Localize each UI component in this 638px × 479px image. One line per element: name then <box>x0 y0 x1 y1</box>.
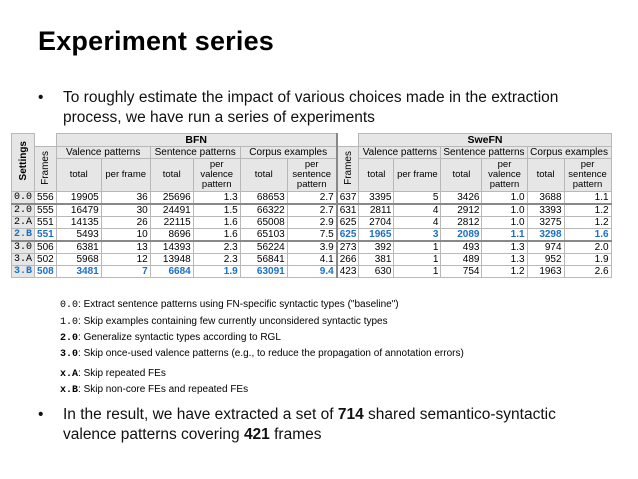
bfn-cell: 555 <box>35 204 57 217</box>
bullet-dot: • <box>38 89 44 106</box>
bfn-cell: 1.5 <box>193 204 240 217</box>
swefn-cell: 266 <box>337 254 359 266</box>
legend-text: : Generalize syntactic types according to RGL <box>78 332 281 343</box>
swefn-cell: 4 <box>394 204 441 217</box>
bfn-cell: 68653 <box>240 192 287 205</box>
bfn-cell: 2.7 <box>287 192 337 205</box>
bfn-valence-header: Valence patterns <box>56 147 150 159</box>
bfn-cell: 56224 <box>240 241 287 254</box>
swe-sentence-header: Sentence patterns <box>441 147 527 159</box>
swefn-cell: 5 <box>394 192 441 205</box>
col-total: total <box>441 159 482 192</box>
bfn-cell: 5968 <box>56 254 101 266</box>
legend-code: 3.0 <box>60 349 79 360</box>
bfn-cell: 14393 <box>150 241 193 254</box>
setting-cell: 3.0 <box>12 241 35 254</box>
legend-item <box>60 347 464 362</box>
table-row <box>12 217 612 229</box>
bfn-cell: 502 <box>35 254 57 266</box>
bfn-cell: 24491 <box>150 204 193 217</box>
slide-title: Experiment series <box>38 26 275 56</box>
bfn-corpus-header: Corpus examples <box>240 147 337 159</box>
table-row <box>12 192 612 205</box>
swe-corpus-header: Corpus examples <box>527 147 611 159</box>
col-per-sentence: per sentence pattern <box>564 159 611 192</box>
bfn-cell: 5493 <box>56 229 101 242</box>
swefn-cell: 1.3 <box>482 241 527 254</box>
results-table <box>11 133 612 278</box>
setting-cell: 2.B <box>12 229 35 242</box>
bfn-cell: 508 <box>35 266 57 278</box>
bullet-dot: • <box>38 406 44 423</box>
table-row <box>12 204 612 217</box>
legend-item <box>60 331 281 346</box>
bfn-cell: 2.9 <box>287 217 337 229</box>
group-bfn: BFN <box>56 134 337 147</box>
swefn-cell: 1.9 <box>564 254 611 266</box>
swefn-cell: 631 <box>337 204 359 217</box>
swefn-cell: 2811 <box>359 204 394 217</box>
col-total: total <box>56 159 101 192</box>
bfn-cell: 506 <box>35 241 57 254</box>
bfn-cell: 2.3 <box>193 241 240 254</box>
table-row <box>12 229 612 242</box>
bfn-cell: 6381 <box>56 241 101 254</box>
swefn-cell: 489 <box>441 254 482 266</box>
col-per-frame: per frame <box>394 159 441 192</box>
swefn-cell: 2812 <box>441 217 482 229</box>
legend-item <box>60 367 166 382</box>
legend-code: 0.0 <box>60 300 79 311</box>
bfn-cell: 65008 <box>240 217 287 229</box>
swefn-cell: 1.2 <box>482 266 527 278</box>
swefn-cell: 952 <box>527 254 564 266</box>
bullet-intro <box>38 88 618 130</box>
bfn-cell: 7 <box>101 266 150 278</box>
legend-code: 1.0 <box>60 317 79 328</box>
count-patterns: 714 <box>337 406 364 423</box>
bfn-sentence-header: Sentence patterns <box>150 147 240 159</box>
col-per-frame: per frame <box>101 159 150 192</box>
legend-code: 2.0 <box>60 333 79 344</box>
bfn-cell: 3.9 <box>287 241 337 254</box>
table-row <box>12 241 612 254</box>
legend-text: : Skip non-core FEs and repeated FEs <box>78 384 249 395</box>
bfn-cell: 7.5 <box>287 229 337 242</box>
setting-cell: 0.0 <box>12 192 35 205</box>
bfn-cell: 10 <box>101 229 150 242</box>
bfn-cell: 9.4 <box>287 266 337 278</box>
legend-item <box>60 298 399 313</box>
bfn-cell: 2.3 <box>193 254 240 266</box>
bfn-cell: 1.6 <box>193 217 240 229</box>
col-per-valence: per valence pattern <box>482 159 527 192</box>
swefn-cell: 4 <box>394 217 441 229</box>
bfn-cell: 4.1 <box>287 254 337 266</box>
swefn-cell: 1 <box>394 254 441 266</box>
setting-cell: 2.0 <box>12 204 35 217</box>
bfn-cell: 30 <box>101 204 150 217</box>
col-total: total <box>527 159 564 192</box>
bfn-cell: 1.6 <box>193 229 240 242</box>
bfn-frames-header: Frames <box>35 147 57 192</box>
swefn-cell: 3426 <box>441 192 482 205</box>
swefn-cell: 3688 <box>527 192 564 205</box>
bullet-intro-line1: To roughly estimate the impact of various choices made in the extraction <box>63 89 559 106</box>
bullet-result-line2: valence patterns covering 421 frames <box>63 426 322 443</box>
bfn-cell: 22115 <box>150 217 193 229</box>
swefn-cell: 1.2 <box>564 217 611 229</box>
group-swefn: SweFN <box>359 134 611 147</box>
swefn-cell: 630 <box>359 266 394 278</box>
swefn-cell: 3395 <box>359 192 394 205</box>
bfn-cell: 65103 <box>240 229 287 242</box>
col-total: total <box>150 159 193 192</box>
swefn-cell: 754 <box>441 266 482 278</box>
bullet-intro-line2: process, we have run a series of experiments <box>63 109 375 126</box>
col-per-valence: per valence pattern <box>193 159 240 192</box>
swefn-cell: 1.0 <box>482 204 527 217</box>
swefn-cell: 1.0 <box>482 217 527 229</box>
swe-frames-header: Frames <box>337 147 359 192</box>
swefn-cell: 3393 <box>527 204 564 217</box>
bfn-cell: 19905 <box>56 192 101 205</box>
table-body <box>12 192 612 278</box>
swefn-cell: 1.6 <box>564 229 611 242</box>
col-total: total <box>240 159 287 192</box>
bfn-cell: 26 <box>101 217 150 229</box>
legend-text: : Skip once-used valence patterns (e.g., to reduce the propagation of annotation errors) <box>78 348 464 359</box>
swefn-cell: 1965 <box>359 229 394 242</box>
swefn-cell: 625 <box>337 217 359 229</box>
swefn-cell: 3298 <box>527 229 564 242</box>
swefn-cell: 1.3 <box>482 254 527 266</box>
bfn-cell: 63091 <box>240 266 287 278</box>
swefn-cell: 2912 <box>441 204 482 217</box>
bfn-cell: 56841 <box>240 254 287 266</box>
bullet-result-line1: In the result, we have extracted a set of 714 shared semantico-syntactic <box>63 406 556 423</box>
col-per-sentence: per sentence pattern <box>287 159 337 192</box>
bfn-cell: 1.3 <box>193 192 240 205</box>
swefn-cell: 1.0 <box>482 192 527 205</box>
swefn-cell: 2.6 <box>564 266 611 278</box>
bfn-cell: 36 <box>101 192 150 205</box>
swefn-cell: 1.1 <box>564 192 611 205</box>
bfn-cell: 6684 <box>150 266 193 278</box>
table-row <box>12 254 612 266</box>
bfn-cell: 66322 <box>240 204 287 217</box>
settings-header: Settings <box>12 134 35 192</box>
swefn-cell: 1 <box>394 266 441 278</box>
swefn-cell: 493 <box>441 241 482 254</box>
swefn-cell: 1963 <box>527 266 564 278</box>
bfn-cell: 3481 <box>56 266 101 278</box>
legend-item <box>60 315 388 330</box>
legend-text: : Extract sentence patterns using FN-specific syntactic types ("baseline") <box>78 299 399 310</box>
bullet-result <box>38 405 618 447</box>
swe-valence-header: Valence patterns <box>359 147 441 159</box>
bfn-cell: 1.9 <box>193 266 240 278</box>
swefn-cell: 1 <box>394 241 441 254</box>
bfn-cell: 25696 <box>150 192 193 205</box>
bfn-cell: 8696 <box>150 229 193 242</box>
bfn-cell: 16479 <box>56 204 101 217</box>
bfn-cell: 13 <box>101 241 150 254</box>
bfn-cell: 2.7 <box>287 204 337 217</box>
bfn-cell: 551 <box>35 217 57 229</box>
legend-text: : Skip repeated FEs <box>78 368 166 379</box>
legend-code: x.B <box>60 385 79 396</box>
bfn-cell: 13948 <box>150 254 193 266</box>
bfn-cell: 556 <box>35 192 57 205</box>
legend-text: : Skip examples containing few currently unconsidered syntactic types <box>78 316 388 327</box>
swefn-cell: 2.0 <box>564 241 611 254</box>
table-row <box>12 266 612 278</box>
swefn-cell: 392 <box>359 241 394 254</box>
swefn-cell: 1.2 <box>564 204 611 217</box>
swefn-cell: 423 <box>337 266 359 278</box>
count-frames: 421 <box>243 426 270 443</box>
legend-item <box>60 383 248 398</box>
setting-cell: 2.A <box>12 217 35 229</box>
setting-cell: 3.A <box>12 254 35 266</box>
swefn-cell: 2704 <box>359 217 394 229</box>
swefn-cell: 3275 <box>527 217 564 229</box>
col-total: total <box>359 159 394 192</box>
swefn-cell: 1.1 <box>482 229 527 242</box>
bfn-cell: 551 <box>35 229 57 242</box>
swefn-cell: 625 <box>337 229 359 242</box>
bfn-cell: 14135 <box>56 217 101 229</box>
legend-code: x.A <box>60 369 79 380</box>
swefn-cell: 637 <box>337 192 359 205</box>
swefn-cell: 2089 <box>441 229 482 242</box>
swefn-cell: 273 <box>337 241 359 254</box>
swefn-cell: 3 <box>394 229 441 242</box>
setting-cell: 3.B <box>12 266 35 278</box>
bfn-cell: 12 <box>101 254 150 266</box>
swefn-cell: 381 <box>359 254 394 266</box>
swefn-cell: 974 <box>527 241 564 254</box>
